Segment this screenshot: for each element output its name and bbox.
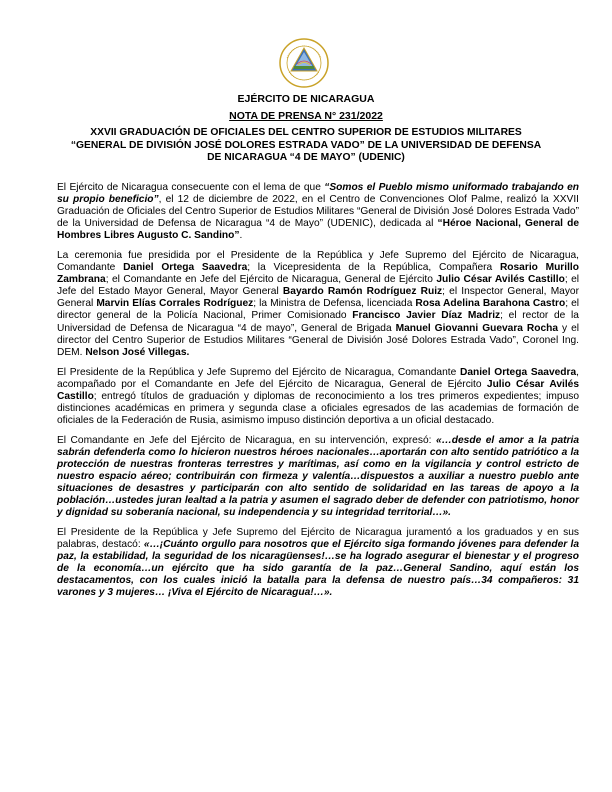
press-note-number: NOTA DE PRENSA N° 231/2022 [229, 110, 383, 122]
title-line-1: XXVII GRADUACIÓN DE OFICIALES DEL CENTRO SUPERIOR DE ESTUDIOS MILITARES [90, 127, 522, 138]
title-line-3: DE NICARAGUA “4 DE MAYO” (UDENIC) [207, 152, 405, 163]
paragraph-presiding-officials: La ceremonia fue presidida por el Presidente de la República y Jefe Supremo del Ejército de Nicaragua, Comandante Daniel Ortega Saavedra; la Vicepresidenta de la República, Compañera Rosario Murillo Zambrana; el Comandante en Jefe del Ejército de Nicaragua, General de Ejército Julio César Avilés Castillo; el Jefe del Estado Mayor General, Mayor General Bayardo Ramón Rodríguez Ruiz; el Inspector General, Mayor General Marvin Elías Corrales Rodríguez; la Ministra de Defensa, licenciada Rosa Adelina Barahona Castro; el director general de la Policía Nacional, Primer Comisionado Francisco Javier Díaz Madriz; el rector de la Universidad de Defensa de Nicaragua “4 de mayo”, General de Brigada Manuel Giovanni Guevara Rocha y el director del Centro Superior de Estudios Militares “General de División José Dolores Estrada Vado”, Coronel Ing. DEM. Nelson José Villegas. [57, 250, 580, 358]
nicaragua-coat-of-arms-icon [279, 38, 329, 88]
paragraph-commander-speech: El Comandante en Jefe del Ejército de Nicaragua, en su intervención, expresó: «…desde el amor a la patria sabrán defenderla como lo hicieron nuestros héroes nacionales…aportarán con alto sentido patriótico a la protección de nuestras fronteras terrestres y marítimas, así como en la vigilancia y control estricto de nuestro espacio aéreo; contribuirán con firmeza y valentía…dispuestos a auxiliar a nuestro pueblo ante situaciones de desastres y participarán con alto sentido de solidaridad en las tareas de apoyo a la población…ustedes juran lealtad a la patria y asumen el sagrado deber de defender con patriotismo, honor y dignidad su soberanía nacional, su independencia y su integridad territorial…». [57, 434, 579, 519]
title-line-2: “GENERAL DE DIVISIÓN JOSÉ DOLORES ESTRADA VADO” DE LA UNIVERSIDAD DE DEFENSA [70, 139, 542, 151]
paragraph-ceremony-intro: El Ejército de Nicaragua consecuente con el lema de que “Somos el Pueblo mismo uniformado trabajando en su propio beneficio”, el 12 de diciembre de 2022, en el Centro de Convenciones Olof Palme, realizó la XXVII Graduación de Oficiales del Centro Superior de Estudios Militares “General de División José Dolores Estrada Vado” de la Universidad de Defensa de Nicaragua “4 de Mayo” (UDENIC), dedicada al “Héroe Nacional, General de Hombres Libres Augusto C. Sandino”. [57, 182, 579, 242]
press-release-title [48, 127, 564, 165]
paragraph-awards: El Presidente de la República y Jefe Supremo del Ejército de Nicaragua, Comandante Daniel Ortega Saavedra, acompañado por el Comandante en Jefe del Ejército de Nicaragua, General de Ejército Julio César Avilés Castillo; entregó títulos de graduación y diplomas de reconocimiento a los tres primeros expedientes; impuso distinciones académicas en primera y segunda clase a oficiales egresados de las academias de formación de oficiales de la Federación de Rusia, asimismo impuso distinción deportiva a un oficial destacado. [57, 366, 579, 426]
press-release-body [57, 182, 579, 608]
organization-name: EJÉRCITO DE NICARAGUA [237, 93, 375, 105]
paragraph-president-speech: El Presidente de la República y Jefe Supremo del Ejército de Nicaragua juramentó a los graduados y en sus palabras, destacó: «…¡Cuánto orgullo para nosotros que el Ejército siga formando jóvenes para defender la paz, la estabilidad, la seguridad de los nicaragüenses!…se ha logrado asegurar el bienestar y el progreso de la economía…un ejército que ha sido garantía de la paz…General Sandino, aquí están los destacamentos, con los cuales inició la batalla para la defensa de nuestro país…34 compañeros: 31 varones y 3 mujeres… ¡Viva el Ejército de Nicaragua!…». [57, 527, 579, 599]
